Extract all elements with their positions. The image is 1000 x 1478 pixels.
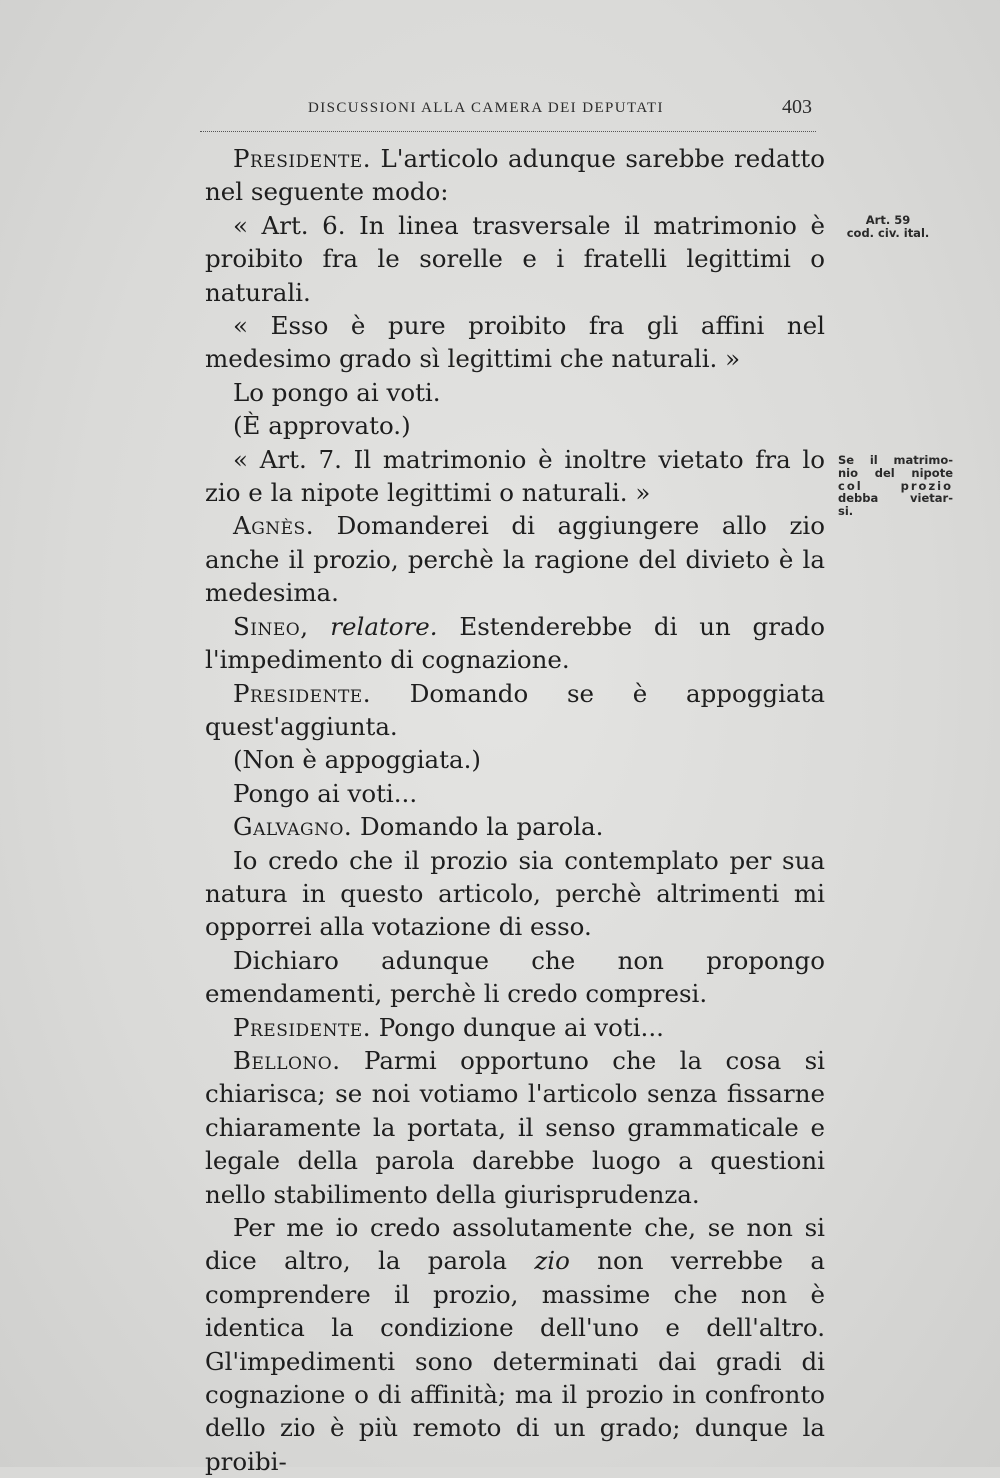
paragraph	[205, 1211, 825, 1478]
paragraph	[205, 376, 825, 409]
paragraph-text: Pongo dunque ai voti...	[371, 1012, 664, 1042]
paragraph-text: non verrebbe a comprendere il prozio, massime che non è identica la condizione dell'uno e dell'altro. Gl'impedimenti sono determinati dai gradi di cognazione o di affinità; ma il prozio in confronto dello zio è più remoto di un grado; dunque la proibi-	[205, 1246, 825, 1476]
paragraph-text: « Esso è pure proibito fra gli affini nel medesimo grado sì legittimi che naturali. »	[205, 311, 825, 374]
paragraph-text: (È approvato.)	[233, 411, 411, 441]
margin-note-line: Se il matrimo-	[838, 453, 953, 467]
paragraph	[205, 309, 825, 376]
paragraph	[205, 509, 825, 609]
paragraph-text: Pongo ai voti...	[233, 778, 418, 808]
paragraph	[205, 677, 825, 744]
speaker-name: Bellono.	[233, 1045, 341, 1075]
paragraph-text: L'articolo adunque sarebbe redatto nel seguente modo:	[205, 144, 825, 207]
paragraph	[205, 944, 825, 1011]
margin-note-line: col prozio	[838, 478, 953, 493]
running-title: DISCUSSIONI ALLA CAMERA DEI DEPUTATI	[308, 100, 664, 116]
paragraph-text: Io credo che il prozio sia contemplato per sua natura in questo articolo, perchè altrimenti mi opporrei alla votazione di esso.	[205, 845, 825, 942]
margin-note-line: debba vietar-	[838, 491, 953, 506]
margin-note-line: nio del nipote	[838, 465, 953, 480]
paragraph-text: Parmi opportuno che la cosa si chiarisca; se noi votiamo l'articolo senza fissarne chiaramente la portata, il senso grammaticale e legale della parola darebbe luogo a questioni nello stabilimento della giurisprudenza.	[205, 1045, 825, 1209]
header-rule	[200, 131, 816, 132]
paragraph-text: Lo pongo ai voti.	[233, 377, 441, 407]
margin-note-topic	[838, 454, 953, 518]
speaker-name: Presidente.	[233, 1012, 372, 1042]
body-text	[205, 142, 825, 1478]
paragraph	[205, 443, 825, 510]
speaker-name: Galvagno.	[233, 812, 353, 842]
paragraph	[205, 1011, 825, 1044]
paragraph-text: Dichiaro adunque che non propongo emendamenti, perchè li credo compresi.	[205, 945, 825, 1009]
paragraph-text: Domando la parola.	[352, 812, 604, 842]
paragraph	[205, 142, 825, 209]
paragraph	[205, 810, 825, 843]
paragraph	[205, 844, 825, 944]
speaker-name: Presidente.	[233, 144, 372, 173]
paragraph-text: Per me io credo assolutamente che, se non si dice altro, la parola	[205, 1213, 825, 1276]
paragraph-text: (Non è appoggiata.)	[233, 745, 481, 775]
speaker-role: relatore.	[330, 611, 438, 641]
paragraph-text: « Art. 7. Il matrimonio è inoltre vietato fra lo zio e la nipote legittimi o naturali. »	[205, 444, 825, 508]
speaker-name: Agnès.	[233, 511, 314, 541]
page-number: 403	[782, 96, 812, 118]
paragraph	[205, 777, 825, 810]
margin-note-line: si.	[838, 504, 854, 519]
paragraph	[205, 610, 825, 677]
paragraph-text: « Art. 6. In linea trasversale il matrimonio è proibito fra le sorelle e i fratelli legittimi o naturali.	[205, 210, 825, 307]
margin-note-article-reference	[838, 214, 938, 240]
paragraph	[205, 1044, 825, 1211]
margin-note-line: Art. 59	[865, 213, 911, 227]
paragraph	[205, 209, 825, 309]
paragraph-text: Domanderei di aggiungere allo zio anche il prozio, perchè la ragione del divieto è la medesima.	[205, 511, 825, 608]
speaker-name: Sineo,	[233, 611, 309, 641]
italic-term: zio	[534, 1246, 570, 1276]
speaker-name: Presidente.	[233, 678, 372, 708]
margin-note-line: cod. civ. ital.	[846, 225, 930, 240]
paragraph-text: Estenderebbe di un grado l'impedimento di cognazione.	[205, 611, 825, 675]
paragraph	[205, 409, 825, 442]
paragraph	[205, 743, 825, 776]
paragraph-text: Domando se è appoggiata quest'aggiunta.	[205, 678, 825, 741]
